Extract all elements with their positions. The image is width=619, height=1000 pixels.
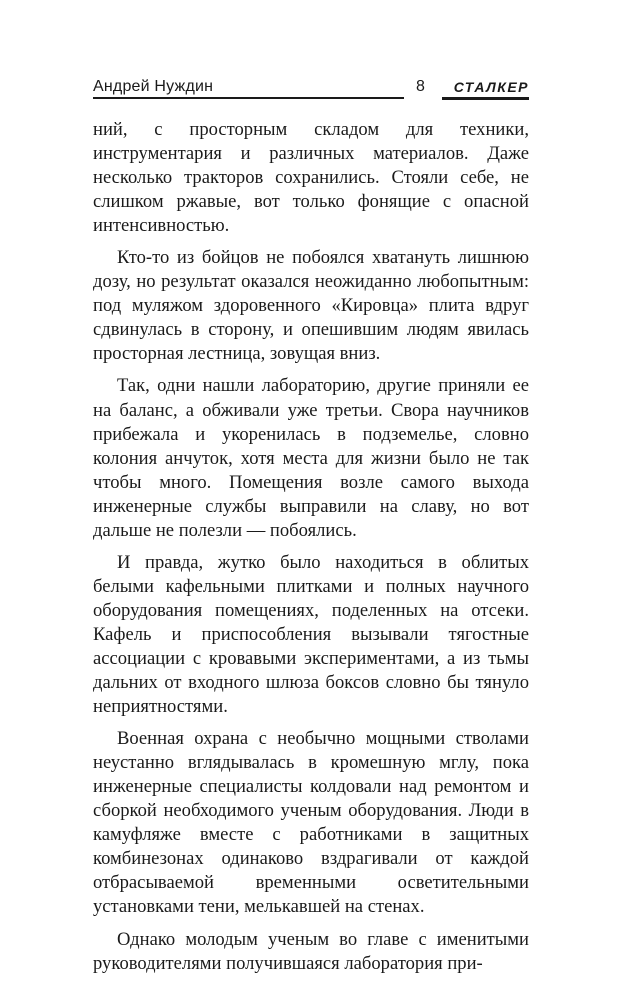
header-author: Андрей Нуждин [93, 78, 214, 95]
paragraph: И правда, жутко было находиться в облитых белыми кафельными плитками и полных научного оборудования помещениях, поделенных на отсеки. Кафель и приспособления вызывали тягостные ассоциации с кровавыми экспериментами, а из тьмы дальних от входного шлюза боксов словно бы тянуло неприятностями. [93, 551, 529, 718]
header-series-title: СТАЛКЕР [453, 79, 529, 95]
paragraph: Однако молодым ученым во главе с именитыми руководителями получившаяся лаборатория при- [93, 928, 529, 974]
paragraph-continued: ний, с просторным складом для техники, инструментария и различных материалов. Даже несколько тракторов сохранились. Стояли себе, не слишком ржавые, вот только фонящие с опасной интенсивностью. [93, 119, 529, 237]
paragraph: Кто-то из бойцов не побоялся хватануть лишнюю дозу, но результат оказался неожиданно любопытным: под муляжом здоровенного «Кировца» плита вдруг сдвинулась в сторону, и опешившим людям явилась просторная лестница, зовущая вниз. [93, 247, 529, 365]
paragraph: Военная охрана с необычно мощными стволами неустанно вглядывалась в кромешную мглу, пока инженерные специалисты колдовали над ремонтом и сборкой необходимого ученым оборудования. Люди в камуфляже вместе с работниками в защитных комбинезонах одинаково вздрагивали от каждой отбрасываемой временными осветительными установками тени, мелькавшей на стенах. [93, 728, 529, 918]
paragraph: Так, одни нашли лабораторию, другие приняли ее на баланс, а обживали уже третьи. Свора научников прибежала и укоренилась в подземелье, словно колония анчуток, хотя места для жизни было не так чтобы много. Помещения возле самого выхода инженерные службы выправили на славу, но вот дальше не полезли — побоялись. [93, 375, 529, 541]
header-rule-left [93, 97, 404, 99]
body-text [93, 118, 529, 976]
running-header [93, 78, 529, 102]
header-rule-right [442, 97, 529, 100]
page-number: 8 [416, 78, 425, 95]
